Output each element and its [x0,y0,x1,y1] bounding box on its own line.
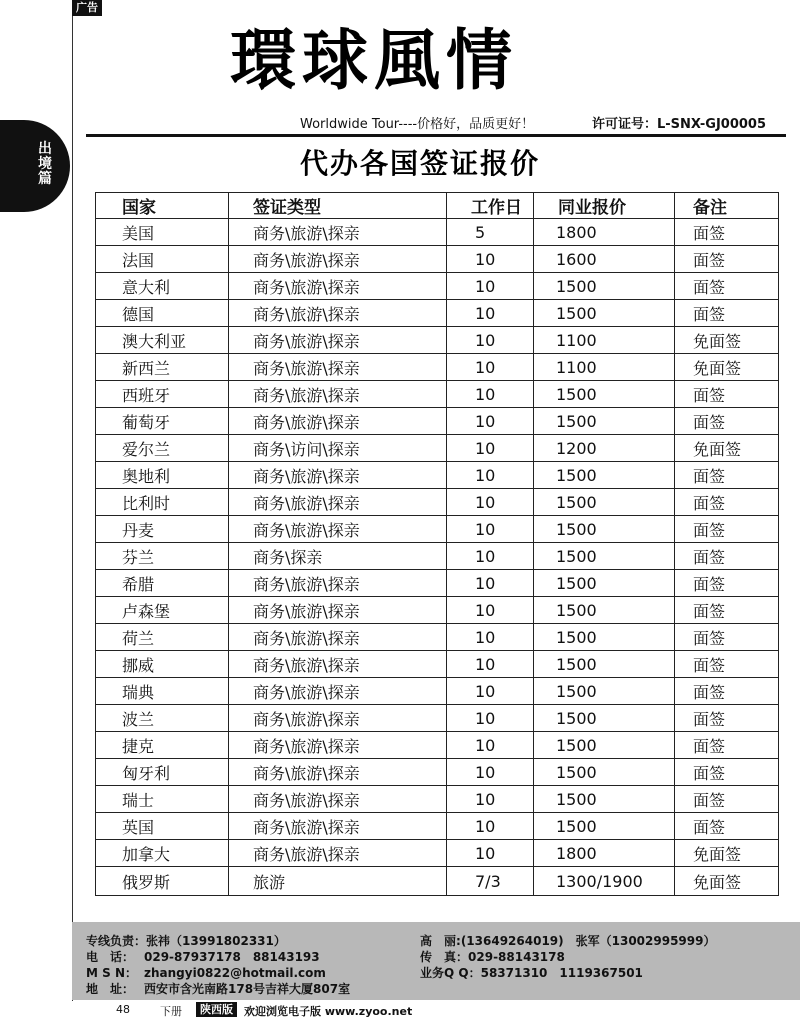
table-row [96,327,779,354]
fax-value: 029-88143178 [468,950,565,964]
cell-price: 1500 [534,516,675,543]
cell-visa-type: 商务\旅游\探亲 [229,678,447,705]
phone-label: 电 话： [86,950,135,964]
contact-qq [420,964,643,981]
table-row [96,651,779,678]
cell-working-days: 10 [447,705,534,732]
cell-visa-type: 商务\旅游\探亲 [229,813,447,840]
cell-visa-type: 商务\旅游\探亲 [229,327,447,354]
table-row [96,381,779,408]
section-tab [0,120,70,212]
cell-visa-type: 商务\旅游\探亲 [229,624,447,651]
cell-visa-type: 商务\访问\探亲 [229,435,447,462]
cell-visa-type: 商务\旅游\探亲 [229,381,447,408]
cell-working-days: 10 [447,786,534,813]
column-header-country: 国家 [96,193,229,219]
cell-note: 面签 [675,651,779,678]
page-title: 代办各国签证报价 [299,147,540,180]
cell-country: 加拿大 [96,840,229,867]
cell-country: 丹麦 [96,516,229,543]
cell-working-days: 10 [447,651,534,678]
address-label: 地 址： [86,982,135,996]
cell-country: 爱尔兰 [96,435,229,462]
cell-country: 瑞士 [96,786,229,813]
table-header-row [96,193,779,219]
cell-price: 1500 [534,462,675,489]
cell-visa-type: 商务\旅游\探亲 [229,273,447,300]
table-row [96,219,779,246]
cell-working-days: 10 [447,759,534,786]
cell-country: 新西兰 [96,354,229,381]
cell-working-days: 10 [447,408,534,435]
cell-note: 面签 [675,678,779,705]
cell-note: 面签 [675,381,779,408]
table-row [96,759,779,786]
cell-note: 面签 [675,786,779,813]
cell-working-days: 10 [447,543,534,570]
header-divider [86,134,786,137]
cell-price: 1500 [534,759,675,786]
table-row [96,840,779,867]
cell-visa-type: 商务\旅游\探亲 [229,219,447,246]
cell-working-days: 10 [447,327,534,354]
cell-country: 芬兰 [96,543,229,570]
contact-fax [420,948,565,965]
left-border-line [72,16,73,1001]
cell-note: 免面签 [675,327,779,354]
column-header-price: 同业报价 [534,193,675,219]
contact-phone [86,948,320,965]
section-tab-label: 出境篇 [38,141,52,187]
cell-price: 1500 [534,300,675,327]
cell-price: 1500 [534,381,675,408]
cell-note: 面签 [675,219,779,246]
contact-gao [420,932,715,949]
cell-working-days: 10 [447,381,534,408]
cell-price: 1500 [534,813,675,840]
brand-logo: 環球風情 [230,21,518,99]
cell-visa-type: 商务\旅游\探亲 [229,354,447,381]
cell-visa-type: 商务\旅游\探亲 [229,462,447,489]
hotline-value: 张祎（13991802331） [146,934,286,948]
cell-price: 1500 [534,786,675,813]
hotline-label: 专线负责： [86,934,147,948]
cell-working-days: 10 [447,300,534,327]
table-row [96,570,779,597]
table-row [96,273,779,300]
cell-price: 1500 [534,273,675,300]
cell-working-days: 10 [447,462,534,489]
cell-price: 1600 [534,246,675,273]
cell-price: 1200 [534,435,675,462]
cell-visa-type: 商务\旅游\探亲 [229,840,447,867]
cell-price: 1500 [534,624,675,651]
cell-country: 俄罗斯 [96,867,229,896]
cell-price: 1500 [534,678,675,705]
cell-visa-type: 商务\旅游\探亲 [229,570,447,597]
edition-badge: 陕西版 [196,1002,237,1017]
cell-visa-type: 商务\旅游\探亲 [229,597,447,624]
column-header-visa-type: 签证类型 [229,193,447,219]
cell-country: 挪威 [96,651,229,678]
column-header-working-days: 工作日 [447,193,534,219]
msn-value: zhangyi0822@hotmail.com [144,966,326,980]
cell-visa-type: 商务\旅游\探亲 [229,732,447,759]
cell-note: 面签 [675,300,779,327]
cell-note: 免面签 [675,867,779,896]
gao-value: (13649264019) 张军（13002995999） [460,934,716,948]
page-footer [0,1002,800,1018]
cell-country: 西班牙 [96,381,229,408]
contact-hotline [86,932,286,949]
cell-country: 捷克 [96,732,229,759]
cell-country: 希腊 [96,570,229,597]
cell-country: 波兰 [96,705,229,732]
cell-visa-type: 商务\旅游\探亲 [229,786,447,813]
table-row [96,705,779,732]
table-row [96,678,779,705]
cell-price: 1800 [534,219,675,246]
table-row [96,354,779,381]
table-row [96,786,779,813]
table-row [96,516,779,543]
visa-price-table [95,192,779,896]
table-row [96,462,779,489]
cell-working-days: 7/3 [447,867,534,896]
table-row [96,300,779,327]
cell-note: 面签 [675,273,779,300]
cell-country: 奥地利 [96,462,229,489]
cell-visa-type: 商务\旅游\探亲 [229,246,447,273]
qq-value: 58371310 1119367501 [480,966,643,980]
address-value: 西安市含光南路178号吉祥大厦807室 [144,982,351,996]
cell-note: 面签 [675,543,779,570]
cell-price: 1500 [534,597,675,624]
table-row [96,813,779,840]
phone-value: 029-87937178 88143193 [144,950,320,964]
cell-note: 面签 [675,570,779,597]
cell-working-days: 5 [447,219,534,246]
table-row [96,624,779,651]
cell-price: 1100 [534,327,675,354]
cell-note: 免面签 [675,354,779,381]
cell-note: 面签 [675,624,779,651]
cell-country: 美国 [96,219,229,246]
cell-visa-type: 旅游 [229,867,447,896]
cell-working-days: 10 [447,840,534,867]
cell-working-days: 10 [447,435,534,462]
cell-visa-type: 商务\旅游\探亲 [229,489,447,516]
cell-visa-type: 商务\旅游\探亲 [229,300,447,327]
cell-country: 澳大利亚 [96,327,229,354]
ad-tag: 广告 [72,0,102,16]
license-number: 许可证号：L-SNX-GJ00005 [592,117,767,132]
cell-working-days: 10 [447,570,534,597]
cell-note: 面签 [675,759,779,786]
cell-note: 面签 [675,705,779,732]
cell-price: 1500 [534,543,675,570]
cell-working-days: 10 [447,813,534,840]
gao-label: 高 丽: [420,934,461,948]
table-row [96,408,779,435]
cell-visa-type: 商务\旅游\探亲 [229,759,447,786]
cell-country: 匈牙利 [96,759,229,786]
cell-country: 法国 [96,246,229,273]
cell-price: 1500 [534,408,675,435]
cell-working-days: 10 [447,273,534,300]
cell-visa-type: 商务\探亲 [229,543,447,570]
cell-working-days: 10 [447,516,534,543]
cell-price: 1800 [534,840,675,867]
table-row [96,489,779,516]
cell-country: 葡萄牙 [96,408,229,435]
cell-price: 1500 [534,489,675,516]
table-row [96,867,779,896]
cell-country: 卢森堡 [96,597,229,624]
qq-label: 业务Q Q： [420,966,481,980]
volume-label: 下册 [160,1005,182,1018]
cell-country: 意大利 [96,273,229,300]
cell-working-days: 10 [447,246,534,273]
cell-working-days: 10 [447,732,534,759]
cell-note: 面签 [675,489,779,516]
cell-country: 荷兰 [96,624,229,651]
tagline: Worldwide Tour----价格好，品质更好！ [300,117,535,132]
cell-price: 1100 [534,354,675,381]
cell-visa-type: 商务\旅游\探亲 [229,651,447,678]
cell-country: 德国 [96,300,229,327]
cell-price: 1500 [534,651,675,678]
cell-price: 1300/1900 [534,867,675,896]
cell-working-days: 10 [447,354,534,381]
cell-visa-type: 商务\旅游\探亲 [229,516,447,543]
cell-working-days: 10 [447,489,534,516]
cell-note: 面签 [675,597,779,624]
table-row [96,543,779,570]
cell-note: 面签 [675,813,779,840]
cell-note: 面签 [675,246,779,273]
contact-msn [86,964,326,981]
cell-note: 免面签 [675,840,779,867]
cell-visa-type: 商务\旅游\探亲 [229,408,447,435]
cell-visa-type: 商务\旅游\探亲 [229,705,447,732]
cell-country: 比利时 [96,489,229,516]
page-number: 48 [116,1003,130,1016]
cell-country: 英国 [96,813,229,840]
cell-note: 面签 [675,732,779,759]
cell-working-days: 10 [447,597,534,624]
cell-price: 1500 [534,705,675,732]
cell-country: 瑞典 [96,678,229,705]
fax-label: 传 真： [420,950,469,964]
cell-working-days: 10 [447,678,534,705]
footer-welcome-link[interactable]: 欢迎浏览电子版 www.zyoo.net [244,1005,413,1018]
cell-note: 面签 [675,408,779,435]
cell-note: 面签 [675,516,779,543]
cell-note: 免面签 [675,435,779,462]
table-row [96,732,779,759]
cell-price: 1500 [534,570,675,597]
cell-price: 1500 [534,732,675,759]
contact-address [86,980,350,997]
cell-working-days: 10 [447,624,534,651]
table-row [96,597,779,624]
cell-note: 面签 [675,462,779,489]
table-row [96,246,779,273]
column-header-note: 备注 [675,193,779,219]
table-row [96,435,779,462]
msn-label: M S N： [86,966,137,980]
